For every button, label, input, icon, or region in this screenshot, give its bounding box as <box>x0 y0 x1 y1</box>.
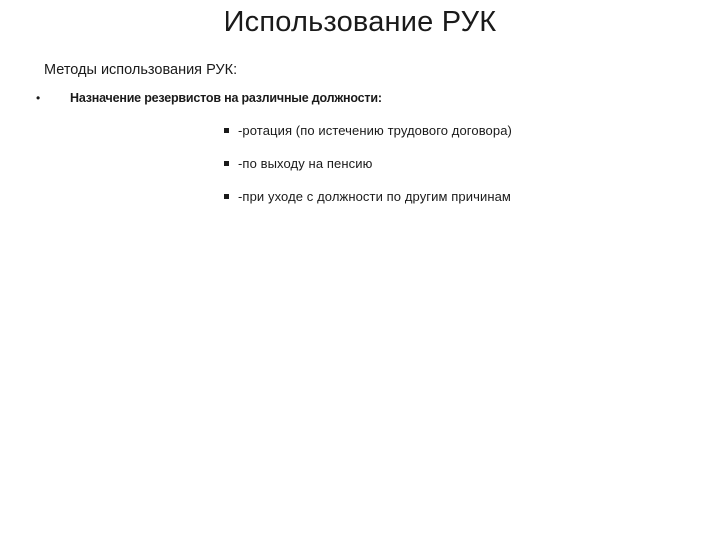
sub-bullet-text: -ротация (по истечению трудового договора) <box>238 122 512 138</box>
methods-heading: Методы использования РУК: <box>44 62 238 78</box>
slide-title: Использование РУК <box>223 6 497 38</box>
sub-bullet-list <box>224 122 512 221</box>
sub-bullet-item <box>224 188 512 204</box>
square-bullet-icon <box>224 161 229 166</box>
bullet-dot-icon: • <box>36 91 41 105</box>
sub-bullet-text: -по выходу на пенсию <box>238 155 373 171</box>
sub-bullet-item <box>224 155 512 171</box>
square-bullet-icon <box>224 128 229 133</box>
sub-bullet-text: -при уходе с должности по другим причинам <box>238 188 511 204</box>
bullet-item-text: Назначение резервистов на различные должности: <box>70 91 382 105</box>
square-bullet-icon <box>224 194 229 199</box>
sub-bullet-item <box>224 122 512 138</box>
bullet-item <box>36 90 382 106</box>
